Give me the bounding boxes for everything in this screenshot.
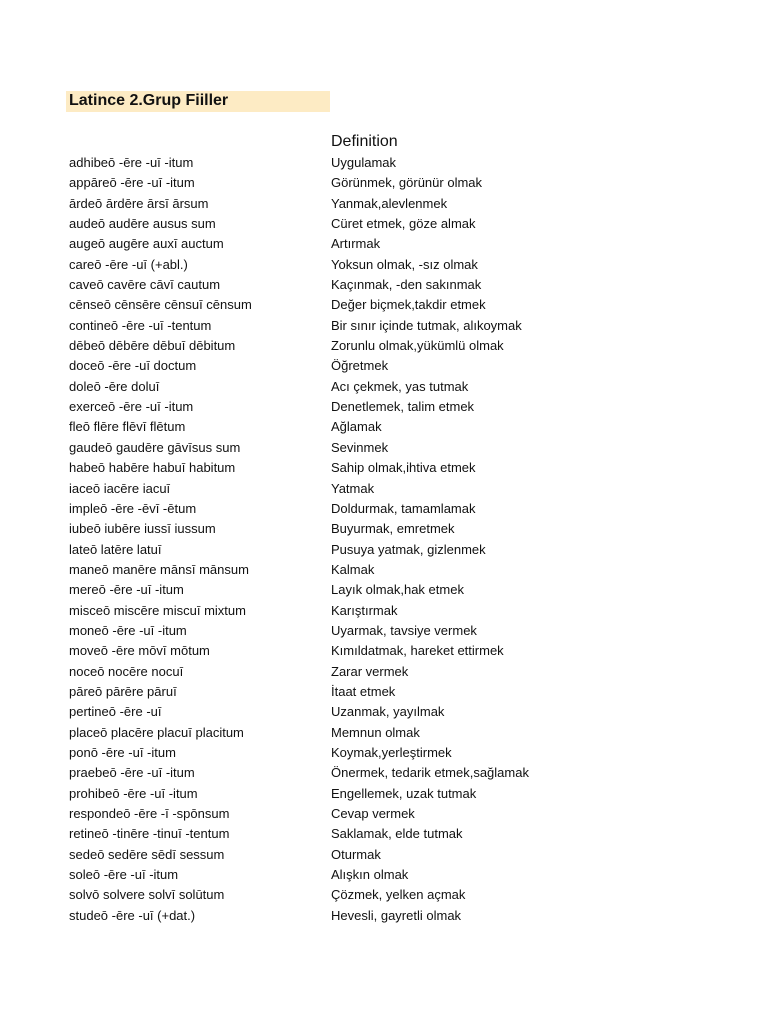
latin-verb: gaudeō gaudēre gāvīsus sum [69,439,241,455]
turkish-definition: Koymak,yerleştirmek [331,744,452,760]
latin-verb: placeō placēre placuī placitum [69,724,244,740]
latin-verb: noceō nocēre nocuī [69,663,184,679]
turkish-definition: Pusuya yatmak, gizlenmek [331,541,486,557]
latin-verb: dēbeō dēbēre dēbuī dēbitum [69,338,236,354]
latin-verb: appāreō -ēre -uī -itum [69,175,195,191]
table-row [69,865,709,885]
latin-verb: cēnseō cēnsēre cēnsuī cēnsum [69,297,252,313]
latin-verb: augeō augēre auxī auctum [69,236,224,252]
turkish-definition: Sevinmek [331,439,389,455]
table-row [69,784,709,804]
latin-verb: impleō -ēre -ēvī -ētum [69,500,197,516]
table-row [69,397,709,417]
table-row [69,316,709,336]
table-row [69,621,709,641]
table-row [69,173,709,193]
latin-verb: doleō -ēre doluī [69,378,160,394]
turkish-definition: Önermek, tedarik etmek,sağlamak [331,765,529,781]
turkish-definition: Uzanmak, yayılmak [331,704,445,720]
turkish-definition: Hevesli, gayretli olmak [331,907,462,923]
latin-verb: mereō -ēre -uī -itum [69,582,184,598]
table-row [69,763,709,783]
table-row [69,194,709,214]
table-row [69,723,709,743]
table-row [69,885,709,905]
turkish-definition: Oturmak [331,846,381,862]
latin-verb: adhibeō -ēre -uī -itum [69,155,194,170]
latin-verb: contineō -ēre -uī -tentum [69,317,212,333]
latin-verb: ponō -ēre -uī -itum [69,744,176,760]
table-row [69,601,709,621]
turkish-definition: Yanmak,alevlenmek [331,195,448,211]
latin-verb: solvō solvere solvī solūtum [69,887,225,903]
turkish-definition: Doldurmak, tamamlamak [331,500,476,516]
latin-verb: exerceō -ēre -uī -itum [69,399,194,415]
turkish-definition: Değer biçmek,takdir etmek [331,297,486,313]
turkish-definition: Buyurmak, emretmek [331,521,455,537]
table-row [69,377,709,397]
latin-verb: soleō -ēre -uī -itum [69,867,179,883]
latin-verb: pāreō pārēre pāruī [69,683,177,699]
page-title: Latince 2.Grup Fiiller [69,92,229,109]
turkish-definition: Uygulamak [331,155,397,170]
latin-verb: respondeō -ēre -ī -spōnsum [69,806,230,821]
latin-verb: prohibeō -ēre -uī -itum [69,785,198,801]
table-row [69,824,709,844]
table-row [69,356,709,376]
table-row [69,682,709,702]
turkish-definition: Kaçınmak, -den sakınmak [331,277,482,293]
table-row [69,560,709,580]
latin-verb: habeō habēre habuī habitum [69,460,236,476]
definition-column-header: Definition [331,133,398,150]
turkish-definition: Kalmak [331,561,375,577]
turkish-definition: Ağlamak [331,419,382,435]
latin-verb: iubeō iubēre iussī iussum [69,521,216,537]
table-row [69,702,709,722]
latin-verb: moneō -ēre -uī -itum [69,622,187,638]
table-row [69,519,709,539]
turkish-definition: Karıştırmak [331,602,398,618]
latin-verb: maneō manēre mānsī mānsum [69,561,249,577]
table-row [69,295,709,315]
turkish-definition: Yatmak [331,480,375,496]
turkish-definition: Layık olmak,hak etmek [331,582,464,598]
latin-verb: pertineō -ēre -uī [69,704,162,720]
turkish-definition: Uyarmak, tavsiye vermek [331,622,477,638]
verb-list [69,153,709,926]
table-row [69,438,709,458]
turkish-definition: Görünmek, görünür olmak [331,175,483,191]
table-row [69,845,709,865]
table-row [69,804,709,824]
latin-verb: lateō latēre latuī [69,541,162,557]
table-row [69,641,709,661]
table-row [69,499,709,519]
turkish-definition: Alışkın olmak [331,867,409,883]
turkish-definition: Kımıldatmak, hareket ettirmek [331,643,504,659]
table-row [69,336,709,356]
latin-verb: iaceō iacēre iacuī [69,480,171,496]
turkish-definition: Artırmak [331,236,381,252]
turkish-definition: Yoksun olmak, -sız olmak [331,256,478,272]
table-row [69,214,709,234]
turkish-definition: Cevap vermek [331,806,415,821]
turkish-definition: Denetlemek, talim etmek [331,399,475,415]
turkish-definition: Memnun olmak [331,724,420,740]
turkish-definition: Saklamak, elde tutmak [331,826,463,842]
turkish-definition: Çözmek, yelken açmak [331,887,466,903]
latin-verb: studeō -ēre -uī (+dat.) [69,907,196,923]
latin-verb: moveō -ēre mōvī mōtum [69,643,210,659]
turkish-definition: Öğretmek [331,358,389,374]
latin-verb: careō -ēre -uī (+abl.) [69,256,188,272]
turkish-definition: Cüret etmek, göze almak [331,216,476,232]
turkish-definition: İtaat etmek [331,683,396,699]
latin-verb: audeō audēre ausus sum [69,216,216,232]
table-row [69,417,709,437]
turkish-definition: Bir sınır içinde tutmak, alıkoymak [331,317,522,333]
table-row [69,234,709,254]
latin-verb: sedeō sedēre sēdī sessum [69,846,225,862]
turkish-definition: Sahip olmak,ihtiva etmek [331,460,476,476]
latin-verb: misceō miscēre miscuī mixtum [69,602,246,618]
turkish-definition: Zarar vermek [331,663,409,679]
latin-verb: fleō flēre flēvī flētum [69,419,186,435]
table-row [69,153,709,173]
table-row [69,662,709,682]
table-row [69,479,709,499]
turkish-definition: Zorunlu olmak,yükümlü olmak [331,338,504,354]
table-row [69,580,709,600]
table-row [69,540,709,560]
turkish-definition: Acı çekmek, yas tutmak [331,378,469,394]
table-row [69,255,709,275]
table-row [69,743,709,763]
table-row [69,275,709,295]
latin-verb: caveō cavēre cāvī cautum [69,277,221,293]
table-row [69,906,709,926]
latin-verb: retineō -tinēre -tinuī -tentum [69,826,230,842]
table-row [69,458,709,478]
turkish-definition: Engellemek, uzak tutmak [331,785,477,801]
latin-verb: doceō -ēre -uī doctum [69,358,197,374]
latin-verb: ārdeō ārdēre ārsī ārsum [69,195,209,211]
latin-verb: praebeō -ēre -uī -itum [69,765,195,781]
